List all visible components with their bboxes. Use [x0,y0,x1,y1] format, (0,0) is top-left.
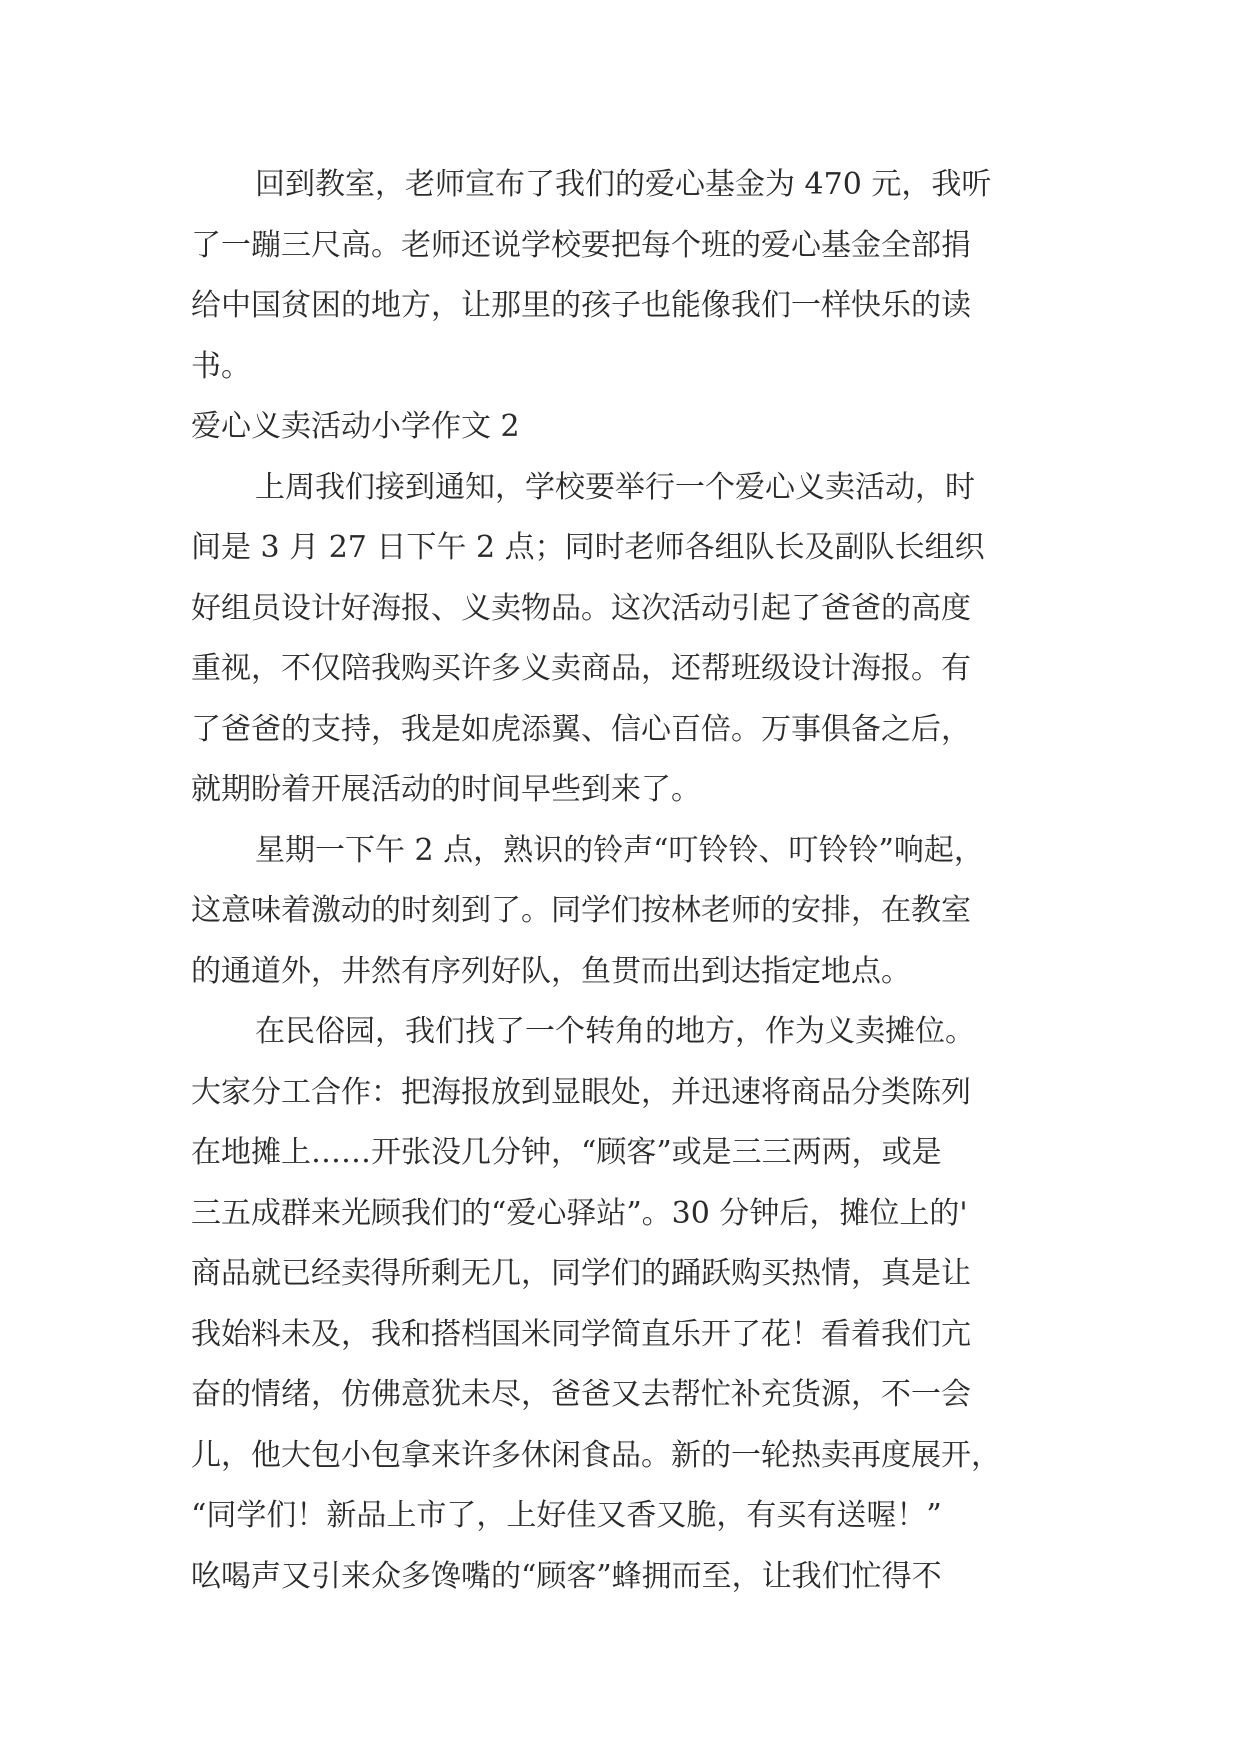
text-line: “同学们！新品上市了，上好佳又香又脆，有买有送喔！” [191,1498,942,1533]
text-line: 给中国贫困的地方，让那里的孩子也能像我们一样快乐的读 [191,288,971,323]
text-line: 了爸爸的支持，我是如虎添翼、信心百倍。万事俱备之后， [191,711,971,747]
text-line: 上周我们接到通知，学校要举行一个爱心义卖活动，时 [255,469,975,505]
text-line: 间是 3 月 27 日下午 2 点；同时老师各组队长及副队长组织 [191,530,985,565]
text-line: 了一蹦三尺高。老师还说学校要把每个班的爱心基金全部捐 [191,227,971,263]
text-line: 在民俗园，我们找了一个转角的地方，作为义卖摊位。 [255,1014,975,1049]
text-line: 好组员设计好海报、义卖物品。这次活动引起了爸爸的高度 [191,590,971,626]
text-line: 在地摊上……开张没几分钟，“顾客”或是三三两两，或是 [191,1135,942,1170]
text-line: 这意味着激动的时刻到了。同学们按林老师的安排，在教室 [191,893,971,928]
text-line: 儿，他大包小包拿来许多休闲食品。新的一轮热卖再度展开， [191,1437,1001,1473]
text-line: 就期盼着开展活动的时间早些到来了。 [191,772,701,807]
text-line: 重视，不仅陪我购买许多义卖商品，还帮班级设计海报。有 [191,651,971,686]
text-line: 我始料未及，我和搭档国米同学简直乐开了花！看着我们亢 [191,1316,971,1352]
text-line: 商品就已经卖得所剩无几，同学们的踊跃购买热情，真是让 [191,1256,971,1291]
document-body [191,155,1081,1607]
text-line: 书。 [191,348,251,384]
text-line: 大家分工合作：把海报放到显眼处，并迅速将商品分类陈列 [191,1074,971,1110]
section-heading: 爱心义卖活动小学作文 2 [191,409,520,444]
text-line: 三五成群来光顾我们的“爱心驿站”。30 分钟后，摊位上的' [191,1195,968,1231]
text-line: 的通道外，井然有序列好队，鱼贯而出到达指定地点。 [191,953,911,989]
text-line: 星期一下午 2 点，熟识的铃声“叮铃铃、叮铃铃”响起， [255,832,984,868]
text-line: 回到教室，老师宣布了我们的爱心基金为 470 元，我听 [255,167,992,202]
text-line: 吆喝声又引来众多馋嘴的“顾客”蜂拥而至，让我们忙得不 [191,1558,942,1594]
text-line: 奋的情绪，仿佛意犹未尽，爸爸又去帮忙补充货源，不一会 [191,1377,971,1412]
